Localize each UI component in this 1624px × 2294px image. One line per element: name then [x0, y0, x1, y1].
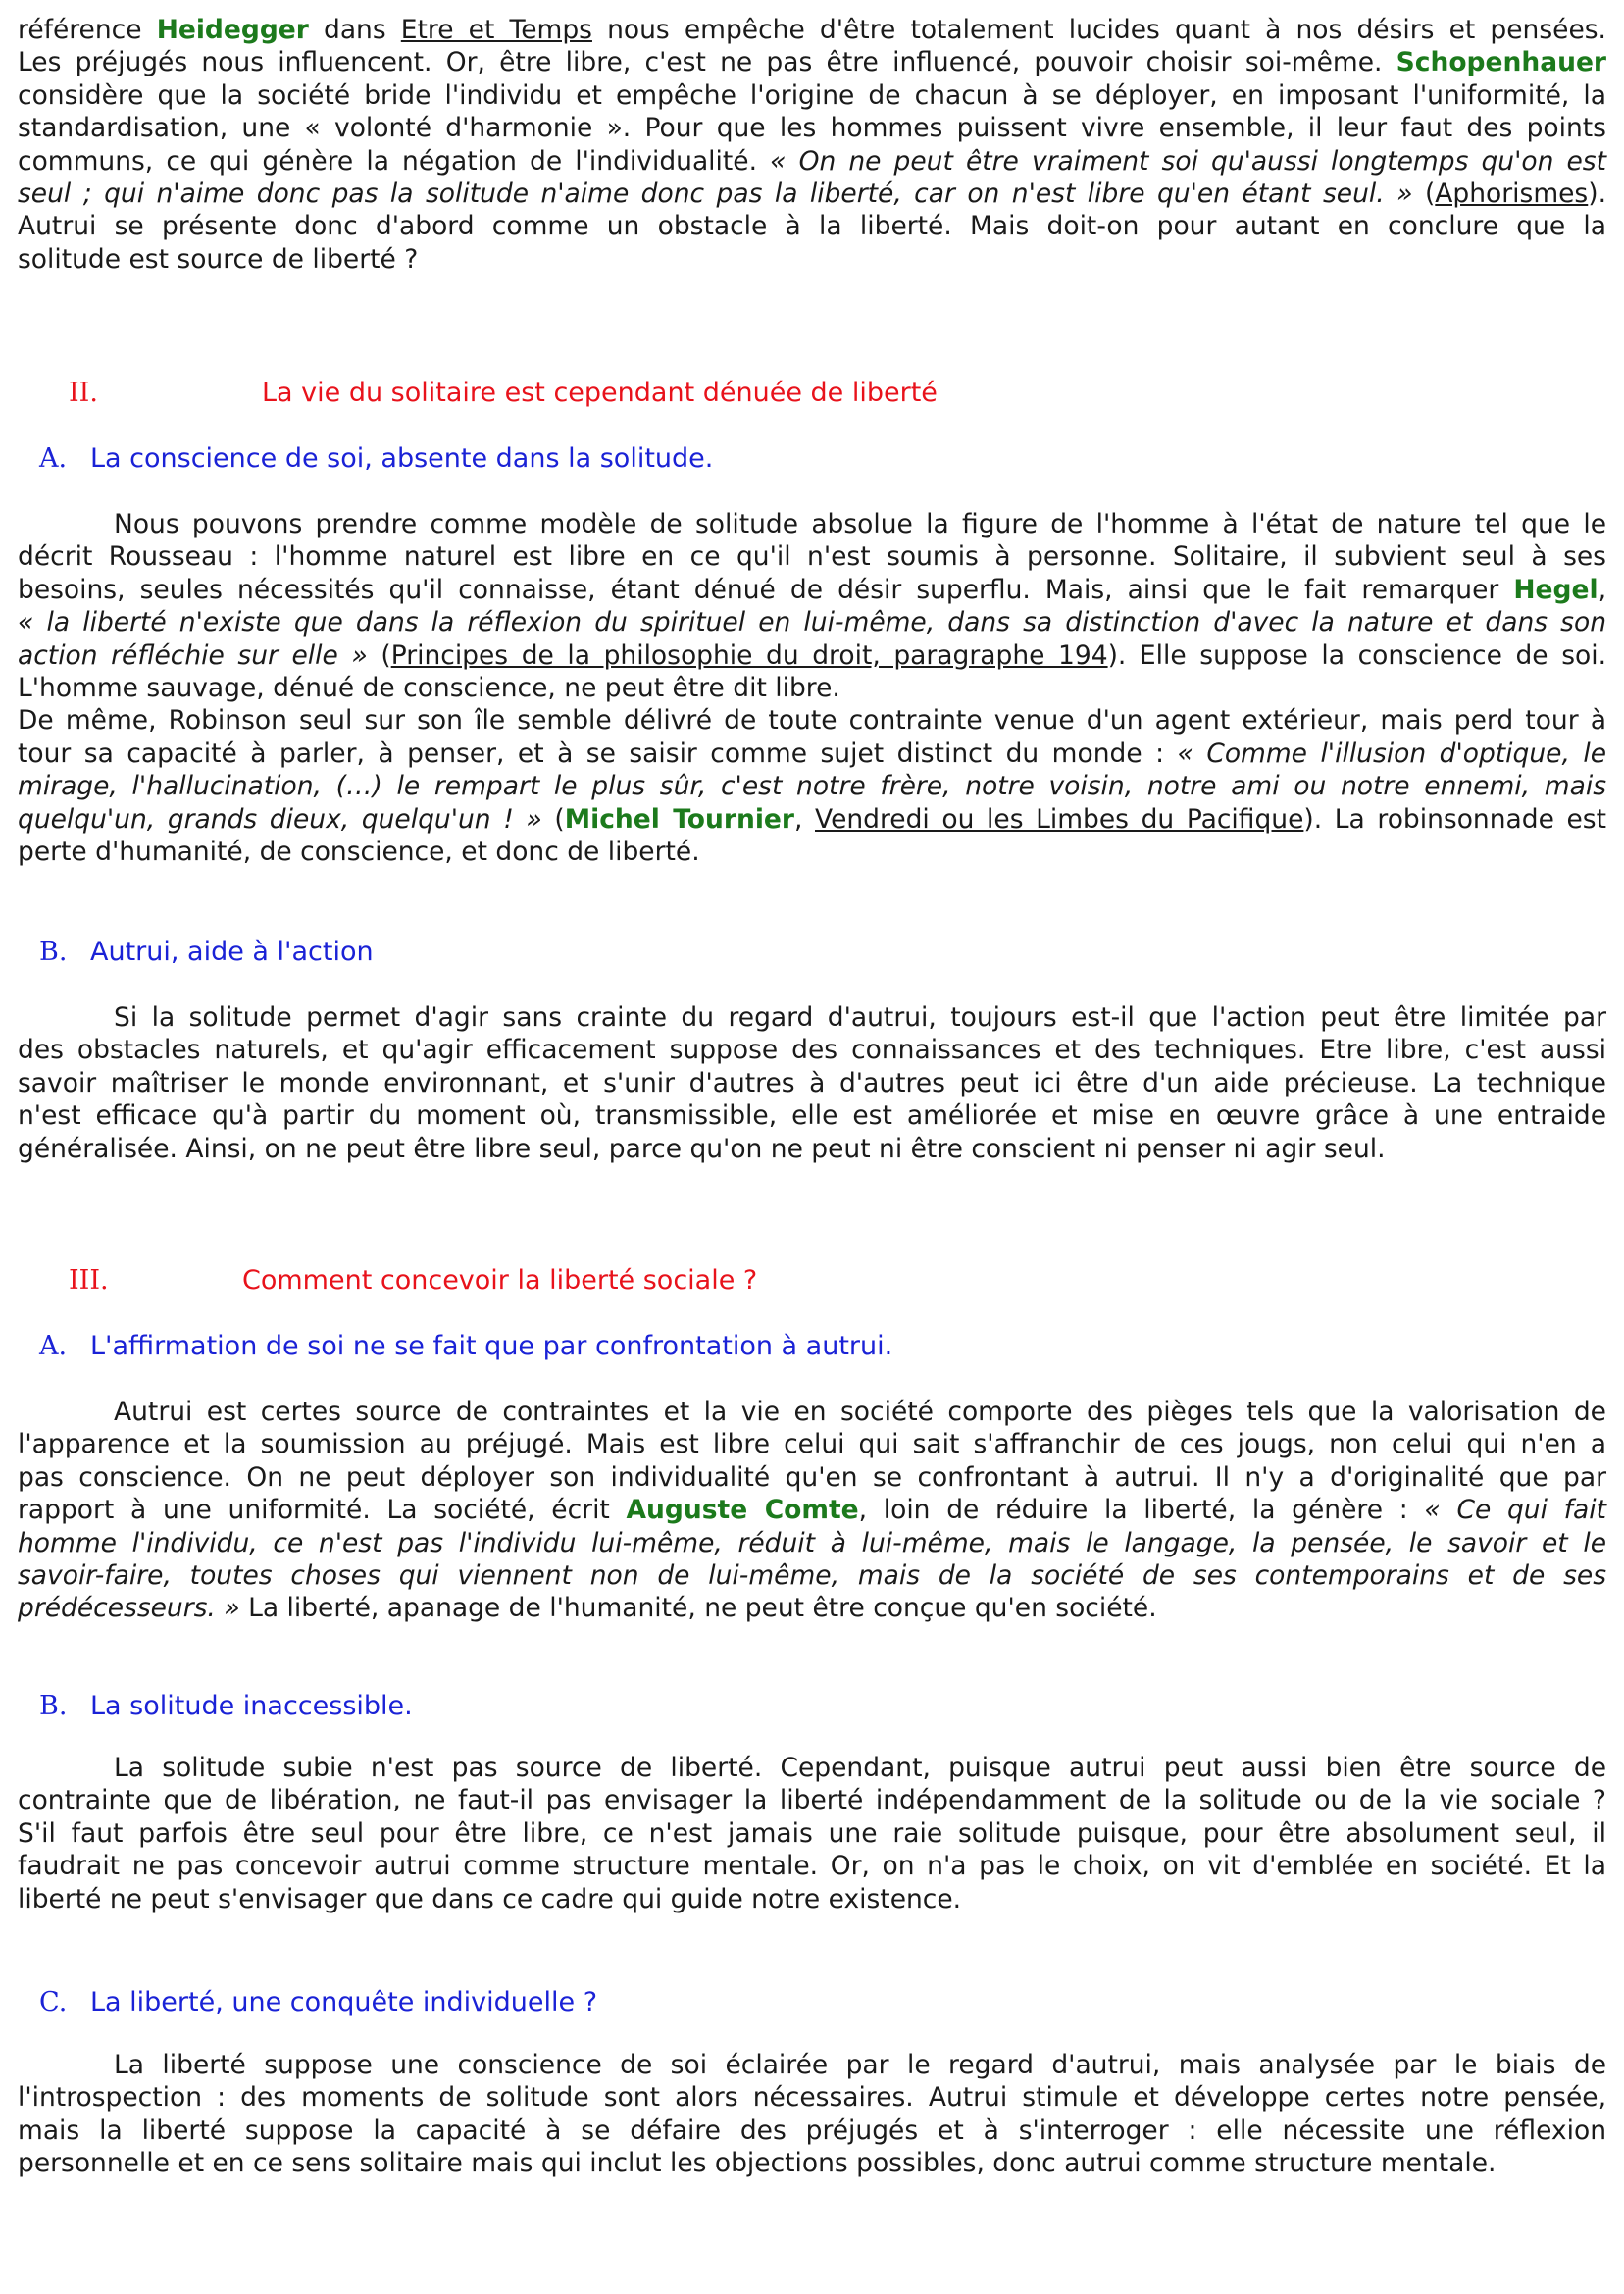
text-line: l'apparence et la soumission au préjugé. Mais est libre celui qui sait s'affranchir de ces jougs, non celui qui n'en a — [18, 1429, 1606, 1460]
quote: quelqu'un, grands dieux, quelqu'un ! » — [18, 803, 542, 835]
section-letter: B. — [39, 1691, 68, 1721]
text-line: prédécesseurs. » La liberté, apanage de l'humanité, ne peut être conçue qu'en société. — [18, 1593, 1157, 1624]
paragraph-ii-a — [18, 508, 1606, 868]
book-title: Aphorismes — [1435, 178, 1589, 210]
quote: savoir-faire, toutes choses qui viennent non de lui-même, mais de la société de ses contemporains et de ses — [18, 1560, 1606, 1592]
part-title: Comment concevoir la liberté sociale ? — [242, 1265, 758, 1296]
text-line — [18, 770, 1606, 802]
text-line: perte d'humanité, de conscience, et donc de liberté. — [18, 837, 700, 868]
quote: « la liberté n'existe que dans la réflexion du spirituel en lui-même, dans sa distinction d'avec la nature et dans son — [18, 607, 1606, 638]
text-line: solitude est source de liberté ? — [18, 243, 419, 275]
section-heading-ii-b — [39, 937, 374, 967]
quote: seul ; qui n'aime donc pas la solitude n'aime donc pas la liberté, car on n'est libre qu'en étant seul. » — [18, 178, 1413, 210]
text-line: Si la solitude permet d'agir sans crainte du regard d'autrui, toujours est-il que l'action peut être limitée par — [114, 1002, 1606, 1033]
part-number: II. — [69, 378, 98, 408]
text-line: S'il faut parfois être seul pour être libre, ce n'est jamais une raie solitude puisque, pour être absolument seul, il — [18, 1817, 1606, 1849]
text-line: De même, Robinson seul sur son île semble délivré de toute contrainte venue d'un agent extérieur, mais perd tour à — [18, 705, 1606, 737]
author-name: Auguste Comte — [626, 1495, 859, 1526]
text-line — [18, 1559, 1606, 1592]
text-line: décrit Rousseau : l'homme naturel est libre en ce qu'il n'est soumis à personne. Solitaire, il subvient seul à ses — [18, 541, 1606, 573]
text-line: action réfléchie sur elle » (Principes de la philosophie du droit, paragraphe 194). Elle suppose la conscience de soi. — [18, 639, 1607, 671]
book-title: Etre et Temps — [400, 15, 592, 45]
author-name: Schopenhauer — [1396, 47, 1606, 78]
text-line: communs, ce qui génère la négation de l'individualité. « On ne peut être vraiment soi qu'aussi longtemps qu'on est — [18, 145, 1606, 177]
quote: « Comme l'illusion d'optique, le — [1177, 738, 1607, 769]
text-line: rapport à une uniformité. La société, écrit Auguste Comte, loin de réduire la liberté, la génère : « Ce qui fait — [18, 1495, 1607, 1526]
author-name: Hegel — [1513, 574, 1599, 605]
section-letter: B. — [39, 937, 68, 967]
text-line: mais la liberté suppose la capacité à se défaire des préjugés et à s'interroger : elle nécessite une réflexion — [18, 2115, 1606, 2146]
text-line: savoir maîtriser le monde environnant, et s'unir d'autres à d'autres peut ici être d'un aide précieuse. La technique — [18, 1067, 1606, 1098]
quote: « Ce qui fait — [1424, 1495, 1607, 1526]
section-letter: A. — [39, 1331, 68, 1361]
text-line: besoins, seules nécessités qu'il connaisse, étant dénué de désir superflu. Mais, ainsi que le fait remarquer Hegel, — [18, 574, 1606, 605]
text-line: Autrui est certes source de contraintes et la vie en société comporte des pièges tels que la valorisation de — [114, 1397, 1606, 1427]
section-title: Autrui, aide à l'action — [90, 937, 374, 967]
text-line — [18, 1527, 1606, 1559]
section-title: L'affirmation de soi ne se fait que par confrontation à autrui. — [90, 1331, 893, 1361]
text-line: tour sa capacité à parler, à penser, et à se saisir comme sujet distinct du monde : « Comme l'illusion d'optique, le — [18, 738, 1607, 769]
section-title: La solitude inaccessible. — [90, 1691, 413, 1721]
book-title: Principes de la philosophie du droit, paragraphe 194 — [390, 639, 1108, 671]
part-number: III. — [69, 1265, 109, 1296]
quote: prédécesseurs. » — [18, 1593, 240, 1624]
text-line: contrainte que de libération, ne faut-il pas envisager la liberté indépendamment de la solitude ou de la vie sociale ? — [18, 1785, 1606, 1816]
intro-paragraph — [18, 14, 1606, 276]
text-line: considère que la société bride l'individu et empêche l'origine de chacun à se déployer, en imposant l'uniformité, la — [18, 79, 1606, 111]
quote: « On ne peut être vraiment soi qu'aussi longtemps qu'on est — [770, 145, 1606, 177]
text-line: Autrui se présente donc d'abord comme un obstacle à la liberté. Mais doit-on pour autant en conclure que la — [18, 211, 1606, 242]
section-heading-iii-a — [39, 1331, 892, 1361]
text-line: généralisée. Ainsi, on ne peut être libre seul, parce qu'on ne peut ni être conscient ni penser ni agir seul. — [18, 1133, 1386, 1164]
section-letter: C. — [39, 1987, 68, 2017]
text-line: L'homme sauvage, dénué de conscience, ne peut être dit libre. — [18, 673, 840, 704]
text-line — [18, 606, 1606, 638]
quote: homme l'individu, ce n'est pas l'individu lui-même, réduit à lui-même, mais le langage, la pensée, le savoir et le — [18, 1527, 1606, 1558]
text-line: Nous pouvons prendre comme modèle de solitude absolue la figure de l'homme à l'état de nature tel que le — [114, 509, 1606, 539]
quote: mirage, l'hallucination, (…) le rempart le plus sûr, c'est notre frère, notre voisin, notre ami ou notre ennemi, mais — [18, 771, 1606, 802]
text-line: La liberté suppose une conscience de soi éclairée par le regard d'autrui, mais analysée par le biais de — [114, 2050, 1606, 2080]
section-heading-iii-b — [39, 1691, 413, 1721]
text-line: personnelle et en ce sens solitaire mais qui inclut les objections possibles, donc autrui comme structure mentale. — [18, 2148, 1497, 2179]
section-title: La liberté, une conquête individuelle ? — [90, 1987, 598, 2017]
text-line: référence Heidegger dans Etre et Temps nous empêche d'être totalement lucides quant à nos désirs et pensées. — [18, 15, 1606, 45]
quote: action réfléchie sur elle » — [18, 639, 368, 671]
text-line: l'introspection : des moments de solitude sont alors nécessaires. Autrui stimule et développe certes notre pensée, — [18, 2082, 1606, 2114]
text-line: quelqu'un, grands dieux, quelqu'un ! » (Michel Tournier, Vendredi ou les Limbes du Pacifique). La robinsonnade est — [18, 803, 1606, 835]
section-heading-iii-c — [39, 1987, 597, 2017]
paragraph-iii-c — [18, 2049, 1606, 2180]
text-line: Les préjugés nous influencent. Or, être libre, c'est ne pas être influencé, pouvoir choisir soi-même. Schopenhauer — [18, 47, 1606, 78]
text-line: La solitude subie n'est pas source de liberté. Cependant, puisque autrui peut aussi bien être source de — [114, 1753, 1606, 1783]
paragraph-iii-b — [18, 1752, 1606, 1915]
paragraph-ii-b — [18, 1001, 1606, 1165]
section-letter: A. — [39, 443, 68, 474]
section-title: La conscience de soi, absente dans la solitude. — [90, 443, 714, 474]
text-line: faudrait ne pas concevoir autrui comme structure mentale. Or, on n'a pas le choix, on vit d'emblée en société. Et la — [18, 1851, 1606, 1882]
text-line: liberté ne peut s'envisager que dans ce cadre qui guide notre existence. — [18, 1883, 962, 1914]
author-name: Michel Tournier — [564, 803, 794, 835]
part-title: La vie du solitaire est cependant dénuée de liberté — [262, 378, 938, 408]
book-title: Vendredi ou les Limbes du Pacifique — [815, 803, 1304, 835]
text-line: seul ; qui n'aime donc pas la solitude n'aime donc pas la liberté, car on n'est libre qu'en étant seul. » (Aphorismes). — [18, 178, 1607, 210]
author-name: Heidegger — [156, 15, 309, 45]
text-line: des obstacles naturels, et qu'agir efficacement suppose des connaissances et des techniques. Etre libre, c'est aussi — [18, 1035, 1606, 1066]
text-line: standardisation, une « volonté d'harmonie ». Pour que les hommes puissent vivre ensemble, il leur faut des points — [18, 113, 1606, 144]
paragraph-iii-a — [18, 1396, 1606, 1625]
text-line: pas conscience. On ne peut déployer son individualité qu'en se confrontant à autrui. Il n'y a d'originalité que par — [18, 1461, 1606, 1493]
text-line: n'est efficace qu'à partir du moment où, transmissible, elle est améliorée et mise en œuvre grâce à une entraide — [18, 1100, 1606, 1132]
section-heading-ii-a — [39, 443, 713, 474]
